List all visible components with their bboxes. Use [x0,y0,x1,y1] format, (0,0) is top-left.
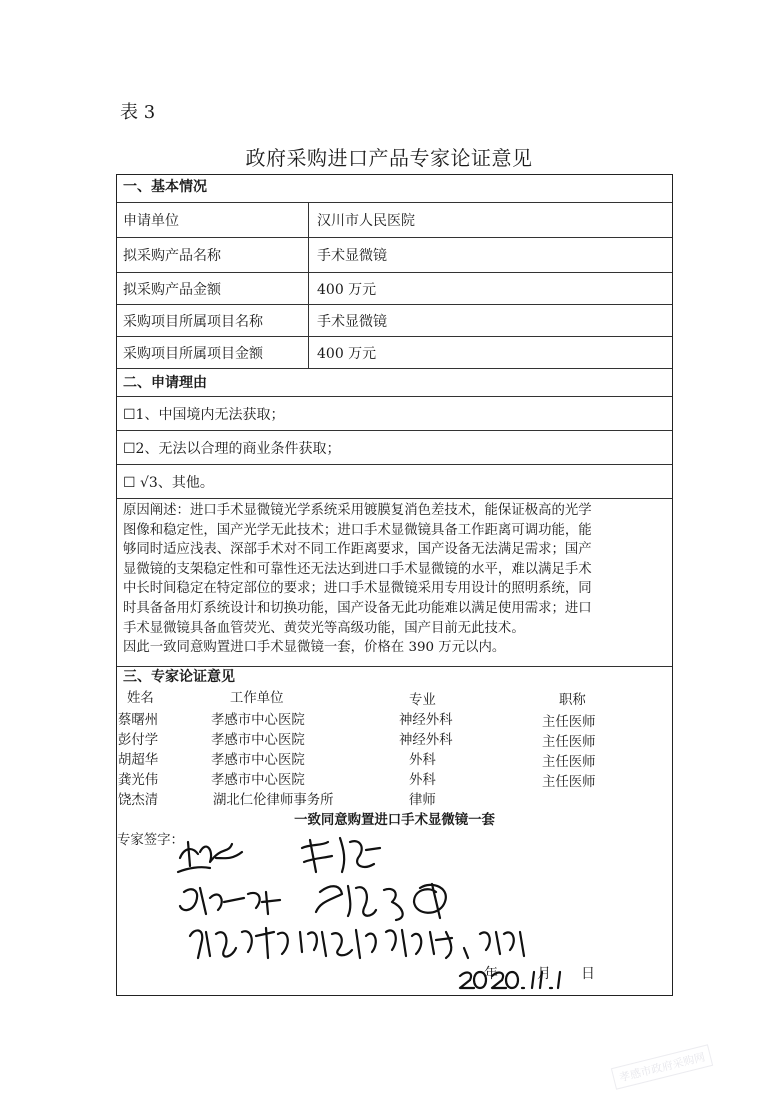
expert-signature-label: 专家签字： [117,833,184,848]
reason-option-2 [117,431,672,465]
info-row-product-name [117,238,672,273]
info-label: 申请单位 [117,203,309,237]
expert-title: 主任医师 [542,775,596,790]
info-value: 手术显微镜 [317,248,387,264]
expert-major: 外科 [409,753,436,768]
info-value: 手术显微镜 [317,313,387,330]
expert-row [117,769,672,789]
expert-name: 胡超华 [118,753,159,768]
expert-unit: 孝感市中心医院 [211,753,305,768]
reason-option-1 [117,397,672,431]
reason-line: 够同时适应浅表、深部手术对不同工作距离要求，国产设备无法满足需求；国产 [123,542,592,558]
date-month-label: 月 [537,966,551,982]
consensus-statement: 一致同意购置进口手术显微镜一套 [294,813,495,828]
expert-unit: 湖北仁伦律师事务所 [213,793,334,808]
option-text: ☐2、无法以合理的商业条件获取； [123,440,341,457]
info-row-project-amount [117,337,672,369]
expert-name: 彭付学 [118,733,159,748]
reason-line: 显微镜的支架稳定性和可靠性还无法达到进口手术显微镜的水平，难以满足手术 [123,561,592,577]
info-row-applicant [117,203,672,238]
info-row-product-amount [117,273,672,305]
table-label: 表 3 [120,102,156,123]
info-value: 400 万元 [317,345,377,362]
column-header-unit: 工作单位 [230,691,284,706]
reason-line: 时具备备用灯系统设计和切换功能，国产设备无此功能难以满足使用需求；进口 [123,600,592,616]
info-label: 采购项目所属项目金额 [117,337,309,368]
handwritten-signatures [170,828,570,992]
expert-unit: 孝感市中心医院 [211,733,305,748]
expert-unit: 孝感市中心医院 [211,713,305,728]
info-row-project-name [117,305,672,337]
expert-major: 神经外科 [399,713,453,728]
expert-row [117,749,672,769]
expert-unit: 孝感市中心医院 [211,773,305,788]
column-header-title: 职称 [559,693,586,708]
expert-name: 蔡曙州 [118,713,159,728]
document-title: 政府采购进口产品专家论证意见 [245,146,533,170]
option-text: ☐1、中国境内无法获取； [123,406,285,423]
column-header-major: 专业 [409,693,436,708]
info-label: 拟采购产品金额 [117,273,309,304]
expert-major: 律师 [409,793,436,808]
info-label: 拟采购产品名称 [117,238,309,272]
reason-line: 因此一致同意购置进口手术显微镜一套，价格在 390 万元以内。 [123,640,506,656]
reason-line: 原因阐述：进口手术显微镜光学系统采用镀膜复消色差技术，能保证极高的光学 [123,503,592,518]
expert-title: 主任医师 [542,715,596,730]
section-heading-reasons: 二、申请理由 [117,369,672,397]
expert-title: 主任医师 [542,735,596,750]
info-value: 汉川市人民医院 [317,213,415,229]
option-text: ☐ √3、其他。 [123,474,214,491]
expert-row [117,789,672,809]
expert-title: 主任医师 [542,755,596,770]
expert-name: 龚光伟 [118,773,159,788]
expert-name: 饶杰清 [118,793,159,808]
info-value: 400 万元 [317,281,377,298]
expert-major: 神经外科 [399,733,453,748]
expert-row [117,709,672,729]
reason-line: 图像和稳定性，国产光学无此技术；进口手术显微镜具备工作距离可调功能，能 [123,522,592,538]
expert-major: 外科 [409,773,436,788]
section-heading-expert-opinion: 三、专家论证意见 [123,669,235,685]
reason-line: 中长时间稳定在特定部位的要求；进口手术显微镜采用专用设计的照明系统，同 [123,581,592,597]
info-label: 采购项目所属项目名称 [117,305,309,336]
reason-option-3 [117,465,672,499]
column-header-name: 姓名 [127,691,154,706]
date-day-label: 日 [581,966,595,982]
date-year-label: 年 [484,966,498,982]
reason-explanation [117,499,672,667]
watermark: 孝感市政府采购网 [611,1044,713,1090]
reason-line: 手术显微镜具备血管荧光、黄荧光等高级功能，国产目前无此技术。 [123,620,525,636]
section-heading-basic-info: 一、基本情况 [117,175,672,203]
expert-row [117,729,672,749]
